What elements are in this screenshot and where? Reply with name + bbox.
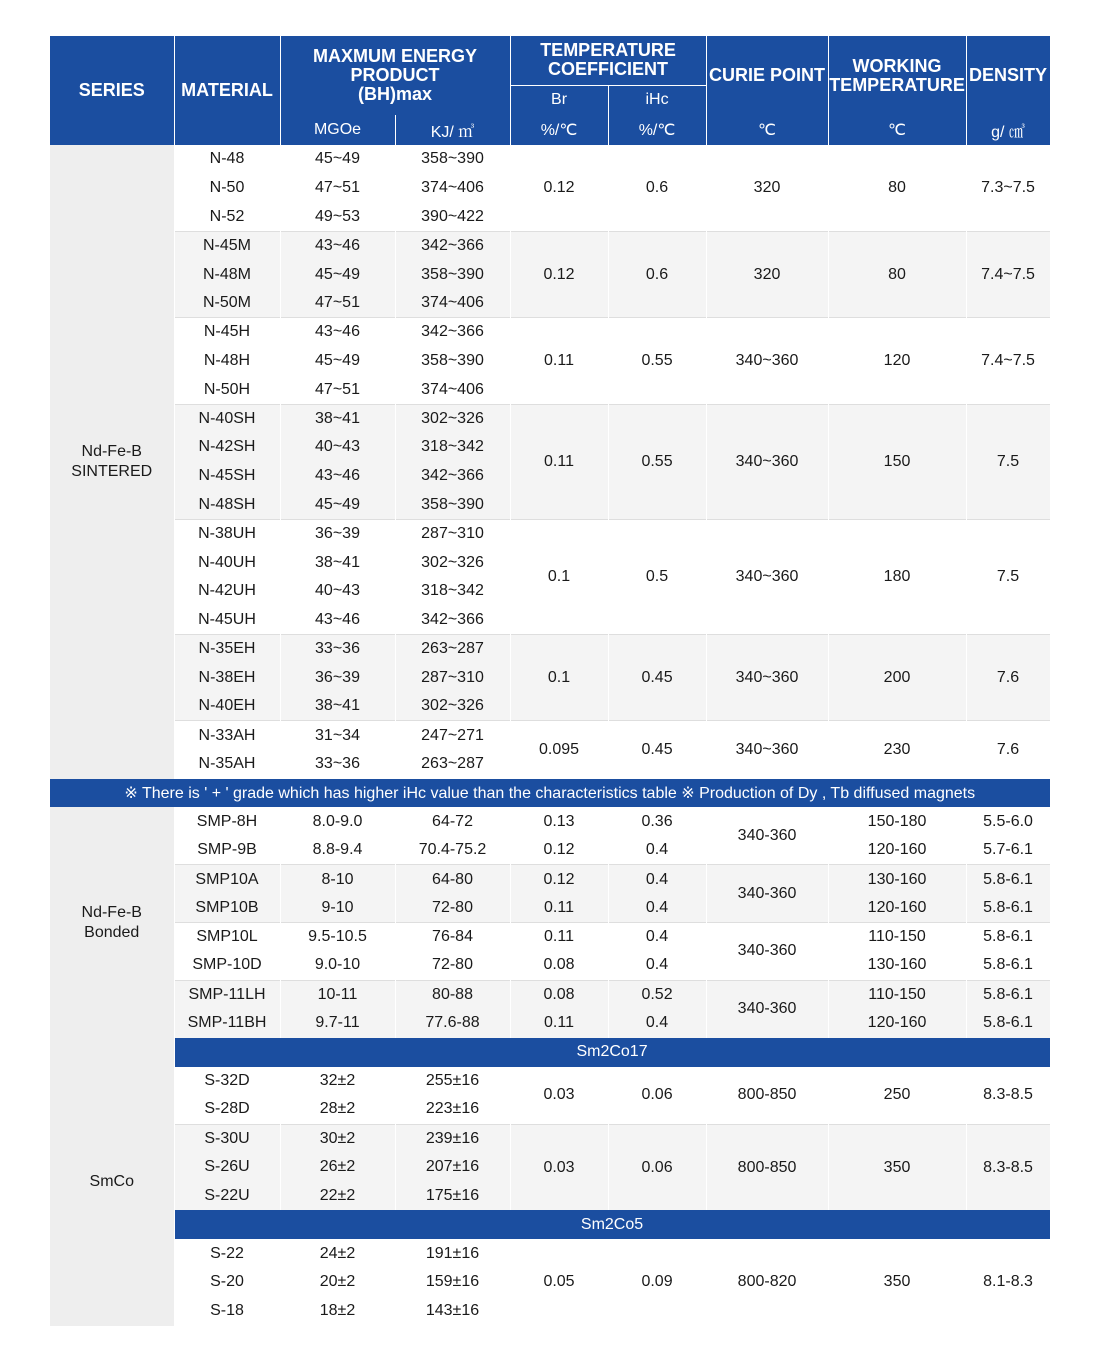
density-cell: 7.5: [966, 404, 1050, 519]
kj-cell: 72-80: [395, 894, 510, 923]
working-cell: 250: [828, 1067, 966, 1125]
density-cell: 8.3-8.5: [966, 1124, 1050, 1210]
material-cell: N-48SH: [174, 491, 280, 520]
material-cell: SMP10A: [174, 865, 280, 894]
kj-cell: 191±16: [395, 1239, 510, 1268]
kj-cell: 72-80: [395, 951, 510, 980]
kj-cell: 239±16: [395, 1124, 510, 1153]
unit-curie: ℃: [706, 115, 828, 145]
density-cell: 7.3~7.5: [966, 145, 1050, 231]
header-ihc: iHc: [608, 85, 706, 115]
density-cell: 5.5-6.0: [966, 807, 1050, 836]
material-cell: N-40UH: [174, 548, 280, 577]
density-cell: 5.8-6.1: [966, 980, 1050, 1009]
material-cell: SMP-11LH: [174, 980, 280, 1009]
material-cell: SMP-10D: [174, 951, 280, 980]
br-cell: 0.03: [510, 1124, 608, 1210]
working-cell: 150: [828, 404, 966, 519]
br-cell: 0.03: [510, 1067, 608, 1125]
header-series: SERIES: [50, 36, 174, 145]
material-cell: N-48M: [174, 260, 280, 289]
curie-cell: 340~360: [706, 721, 828, 779]
unit-mgoe: MGOe: [280, 115, 395, 145]
header-curie-point: CURIE POINT: [706, 36, 828, 115]
mgoe-cell: 9.5-10.5: [280, 923, 395, 952]
density-cell: 5.8-6.1: [966, 923, 1050, 952]
material-cell: S-32D: [174, 1067, 280, 1096]
kj-cell: 302~326: [395, 692, 510, 721]
material-cell: N-42SH: [174, 433, 280, 462]
table-row: [50, 1210, 1050, 1239]
kj-cell: 342~366: [395, 231, 510, 260]
ihc-cell: 0.4: [608, 951, 706, 980]
table-row: [50, 404, 1050, 433]
magnet-characteristics-table: [50, 36, 1051, 1326]
table-row: [50, 1239, 1050, 1268]
br-cell: 0.13: [510, 807, 608, 836]
kj-cell: 358~390: [395, 491, 510, 520]
material-cell: N-35AH: [174, 750, 280, 779]
mgoe-cell: 43~46: [280, 462, 395, 491]
kj-cell: 207±16: [395, 1153, 510, 1182]
material-cell: N-35EH: [174, 635, 280, 664]
kj-cell: 64-72: [395, 807, 510, 836]
curie-cell: 340~360: [706, 404, 828, 519]
mgoe-cell: 9.0-10: [280, 951, 395, 980]
br-cell: 0.11: [510, 1009, 608, 1038]
kj-cell: 374~406: [395, 375, 510, 404]
mgoe-cell: 43~46: [280, 231, 395, 260]
working-cell: 200: [828, 635, 966, 721]
material-cell: S-18: [174, 1297, 280, 1326]
table-row: [50, 721, 1050, 750]
kj-cell: 64-80: [395, 865, 510, 894]
mgoe-cell: 26±2: [280, 1153, 395, 1182]
material-cell: S-26U: [174, 1153, 280, 1182]
br-cell: 0.095: [510, 721, 608, 779]
table-row: [50, 894, 1050, 923]
br-cell: 0.1: [510, 635, 608, 721]
ihc-cell: 0.6: [608, 231, 706, 317]
kj-cell: 77.6-88: [395, 1009, 510, 1038]
header-working-line2: TEMPERATURE: [829, 74, 965, 95]
kj-cell: 80-88: [395, 980, 510, 1009]
unit-kj: KJ/ ㎥: [395, 115, 510, 145]
mgoe-cell: 32±2: [280, 1067, 395, 1096]
kj-cell: 223±16: [395, 1095, 510, 1124]
material-cell: N-45SH: [174, 462, 280, 491]
kj-cell: 76-84: [395, 923, 510, 952]
table-row: [50, 980, 1050, 1009]
ihc-cell: 0.09: [608, 1239, 706, 1325]
kj-cell: 70.4-75.2: [395, 836, 510, 865]
mgoe-cell: 40~43: [280, 577, 395, 606]
material-cell: N-45UH: [174, 606, 280, 635]
kj-cell: 287~310: [395, 663, 510, 692]
kj-cell: 318~342: [395, 577, 510, 606]
br-cell: 0.11: [510, 923, 608, 952]
mgoe-cell: 8.8-9.4: [280, 836, 395, 865]
series-name-line1: SmCo: [89, 1172, 134, 1190]
series-cell: [50, 807, 174, 1037]
material-cell: N-38EH: [174, 663, 280, 692]
working-cell: 150-180: [828, 807, 966, 836]
mgoe-cell: 33~36: [280, 635, 395, 664]
table-row: [50, 519, 1050, 548]
table-row: [50, 865, 1050, 894]
kj-cell: 247~271: [395, 721, 510, 750]
curie-cell: 800-820: [706, 1239, 828, 1325]
table-row: [50, 1067, 1050, 1096]
mgoe-cell: 9.7-11: [280, 1009, 395, 1038]
density-cell: 7.4~7.5: [966, 231, 1050, 317]
ihc-cell: 0.4: [608, 894, 706, 923]
curie-cell: 340-360: [706, 980, 828, 1038]
mgoe-cell: 45~49: [280, 347, 395, 376]
curie-cell: 320: [706, 145, 828, 231]
mgoe-cell: 20±2: [280, 1268, 395, 1297]
working-cell: 110-150: [828, 980, 966, 1009]
working-cell: 120-160: [828, 894, 966, 923]
unit-density: g/ ㎤: [966, 115, 1050, 145]
table-row: [50, 923, 1050, 952]
mgoe-cell: 47~51: [280, 375, 395, 404]
material-cell: SMP-11BH: [174, 1009, 280, 1038]
ihc-cell: 0.55: [608, 404, 706, 519]
ihc-cell: 0.45: [608, 721, 706, 779]
header-energy-line3: (BH)max: [358, 84, 433, 104]
subgroup-title-sm2co5: Sm2Co5: [174, 1210, 1050, 1239]
ihc-cell: 0.5: [608, 519, 706, 634]
material-cell: S-22U: [174, 1182, 280, 1211]
working-cell: 230: [828, 721, 966, 779]
series-name-line1: Nd-Fe-B: [81, 903, 142, 921]
table-row: [50, 951, 1050, 980]
mgoe-cell: 28±2: [280, 1095, 395, 1124]
table-row: [50, 836, 1050, 865]
mgoe-cell: 38~41: [280, 692, 395, 721]
magnet-characteristics-table-container: [50, 36, 1050, 1326]
table-header: [50, 36, 1050, 145]
kj-cell: 358~390: [395, 260, 510, 289]
kj-cell: 159±16: [395, 1268, 510, 1297]
working-cell: 180: [828, 519, 966, 634]
header-energy-line1: MAXMUM ENERGY: [313, 46, 478, 66]
kj-cell: 263~287: [395, 750, 510, 779]
working-cell: 120-160: [828, 836, 966, 865]
kj-cell: 175±16: [395, 1182, 510, 1211]
table-row: [50, 1009, 1050, 1038]
kj-cell: 143±16: [395, 1297, 510, 1326]
br-cell: 0.1: [510, 519, 608, 634]
material-cell: S-28D: [174, 1095, 280, 1124]
table-row: [50, 779, 1050, 808]
material-cell: SMP10L: [174, 923, 280, 952]
kj-cell: 358~390: [395, 145, 510, 174]
kj-cell: 302~326: [395, 404, 510, 433]
ihc-cell: 0.52: [608, 980, 706, 1009]
material-cell: N-42UH: [174, 577, 280, 606]
mgoe-cell: 9-10: [280, 894, 395, 923]
header-br: Br: [510, 85, 608, 115]
working-cell: 130-160: [828, 951, 966, 980]
material-cell: S-30U: [174, 1124, 280, 1153]
curie-cell: 340~360: [706, 635, 828, 721]
br-cell: 0.12: [510, 865, 608, 894]
material-cell: S-22: [174, 1239, 280, 1268]
table-row: [50, 231, 1050, 260]
material-cell: SMP-8H: [174, 807, 280, 836]
ihc-cell: 0.06: [608, 1124, 706, 1210]
series-name-line2: SINTERED: [71, 462, 153, 480]
series-name-line1: Nd-Fe-B: [81, 442, 142, 460]
curie-cell: 340-360: [706, 923, 828, 981]
density-cell: 5.8-6.1: [966, 951, 1050, 980]
curie-cell: 340~360: [706, 519, 828, 634]
note-row: ※ There is ' + ' grade which has higher iHc value than the characteristics table ※ Production of Dy , Tb diffused magnets: [50, 779, 1050, 808]
ihc-cell: 0.55: [608, 318, 706, 404]
material-cell: N-48: [174, 145, 280, 174]
material-cell: SMP10B: [174, 894, 280, 923]
curie-cell: 800-850: [706, 1067, 828, 1125]
header-working-line1: WORKING: [852, 55, 942, 76]
material-cell: N-40EH: [174, 692, 280, 721]
material-cell: S-20: [174, 1268, 280, 1297]
series-name-line2: Bonded: [84, 923, 140, 941]
curie-cell: 320: [706, 231, 828, 317]
material-cell: N-48H: [174, 347, 280, 376]
unit-br: %/℃: [510, 115, 608, 145]
mgoe-cell: 47~51: [280, 289, 395, 318]
density-cell: 5.8-6.1: [966, 894, 1050, 923]
kj-cell: 287~310: [395, 519, 510, 548]
kj-cell: 255±16: [395, 1067, 510, 1096]
br-cell: 0.12: [510, 231, 608, 317]
mgoe-cell: 36~39: [280, 519, 395, 548]
density-cell: 5.8-6.1: [966, 1009, 1050, 1038]
mgoe-cell: 40~43: [280, 433, 395, 462]
mgoe-cell: 45~49: [280, 491, 395, 520]
mgoe-cell: 49~53: [280, 203, 395, 232]
table-row: [50, 635, 1050, 664]
br-cell: 0.12: [510, 145, 608, 231]
mgoe-cell: 22±2: [280, 1182, 395, 1211]
table-row: [50, 807, 1050, 836]
table-row: [50, 318, 1050, 347]
header-material: MATERIAL: [174, 36, 280, 145]
header-density: DENSITY: [966, 36, 1050, 115]
density-cell: 8.1-8.3: [966, 1239, 1050, 1325]
table-row: [50, 1124, 1050, 1153]
header-energy-product: [280, 36, 510, 115]
mgoe-cell: 38~41: [280, 548, 395, 577]
mgoe-cell: 45~49: [280, 260, 395, 289]
ihc-cell: 0.06: [608, 1067, 706, 1125]
br-cell: 0.05: [510, 1239, 608, 1325]
br-cell: 0.08: [510, 951, 608, 980]
curie-cell: 800-850: [706, 1124, 828, 1210]
br-cell: 0.11: [510, 404, 608, 519]
ihc-cell: 0.6: [608, 145, 706, 231]
ihc-cell: 0.4: [608, 923, 706, 952]
kj-cell: 302~326: [395, 548, 510, 577]
material-cell: N-33AH: [174, 721, 280, 750]
mgoe-cell: 33~36: [280, 750, 395, 779]
curie-cell: 340~360: [706, 318, 828, 404]
series-cell: [50, 1038, 174, 1326]
material-cell: N-40SH: [174, 404, 280, 433]
header-energy-line2: PRODUCT: [350, 65, 440, 85]
mgoe-cell: 24±2: [280, 1239, 395, 1268]
kj-cell: 390~422: [395, 203, 510, 232]
working-cell: 120-160: [828, 1009, 966, 1038]
material-cell: N-50H: [174, 375, 280, 404]
working-cell: 130-160: [828, 865, 966, 894]
subgroup-title-sm2co17: Sm2Co17: [174, 1038, 1050, 1067]
working-cell: 110-150: [828, 923, 966, 952]
header-working-temperature: [828, 36, 966, 115]
series-cell: [50, 145, 174, 779]
material-cell: N-52: [174, 203, 280, 232]
working-cell: 80: [828, 145, 966, 231]
kj-cell: 374~406: [395, 289, 510, 318]
curie-cell: 340-360: [706, 865, 828, 923]
kj-cell: 374~406: [395, 174, 510, 203]
mgoe-cell: 8-10: [280, 865, 395, 894]
density-cell: 7.6: [966, 635, 1050, 721]
kj-cell: 263~287: [395, 635, 510, 664]
working-cell: 350: [828, 1124, 966, 1210]
material-cell: N-50M: [174, 289, 280, 318]
density-cell: 7.5: [966, 519, 1050, 634]
curie-cell: 340-360: [706, 807, 828, 865]
kj-cell: 358~390: [395, 347, 510, 376]
ihc-cell: 0.4: [608, 836, 706, 865]
br-cell: 0.08: [510, 980, 608, 1009]
br-cell: 0.11: [510, 894, 608, 923]
header-temp-coefficient: [510, 36, 706, 85]
br-cell: 0.12: [510, 836, 608, 865]
unit-working: ℃: [828, 115, 966, 145]
header-tempcoef-line2: COEFFICIENT: [548, 59, 669, 80]
kj-cell: 342~366: [395, 462, 510, 491]
ihc-cell: 0.36: [608, 807, 706, 836]
mgoe-cell: 8.0-9.0: [280, 807, 395, 836]
mgoe-cell: 45~49: [280, 145, 395, 174]
material-cell: N-50: [174, 174, 280, 203]
mgoe-cell: 31~34: [280, 721, 395, 750]
mgoe-cell: 43~46: [280, 318, 395, 347]
mgoe-cell: 47~51: [280, 174, 395, 203]
ihc-cell: 0.4: [608, 865, 706, 894]
br-cell: 0.11: [510, 318, 608, 404]
table-row: [50, 145, 1050, 174]
working-cell: 120: [828, 318, 966, 404]
table-body: [50, 145, 1050, 1326]
material-cell: N-45M: [174, 231, 280, 260]
kj-cell: 342~366: [395, 318, 510, 347]
density-cell: 7.6: [966, 721, 1050, 779]
mgoe-cell: 30±2: [280, 1124, 395, 1153]
working-cell: 80: [828, 231, 966, 317]
material-cell: N-38UH: [174, 519, 280, 548]
working-cell: 350: [828, 1239, 966, 1325]
kj-cell: 342~366: [395, 606, 510, 635]
kj-cell: 318~342: [395, 433, 510, 462]
mgoe-cell: 43~46: [280, 606, 395, 635]
ihc-cell: 0.45: [608, 635, 706, 721]
density-cell: 8.3-8.5: [966, 1067, 1050, 1125]
unit-ihc: %/℃: [608, 115, 706, 145]
material-cell: SMP-9B: [174, 836, 280, 865]
density-cell: 7.4~7.5: [966, 318, 1050, 404]
density-cell: 5.7-6.1: [966, 836, 1050, 865]
header-tempcoef-line1: TEMPERATURE: [540, 40, 676, 61]
table-row: [50, 1038, 1050, 1067]
material-cell: N-45H: [174, 318, 280, 347]
density-cell: 5.8-6.1: [966, 865, 1050, 894]
mgoe-cell: 36~39: [280, 663, 395, 692]
mgoe-cell: 18±2: [280, 1297, 395, 1326]
ihc-cell: 0.4: [608, 1009, 706, 1038]
mgoe-cell: 10-11: [280, 980, 395, 1009]
mgoe-cell: 38~41: [280, 404, 395, 433]
